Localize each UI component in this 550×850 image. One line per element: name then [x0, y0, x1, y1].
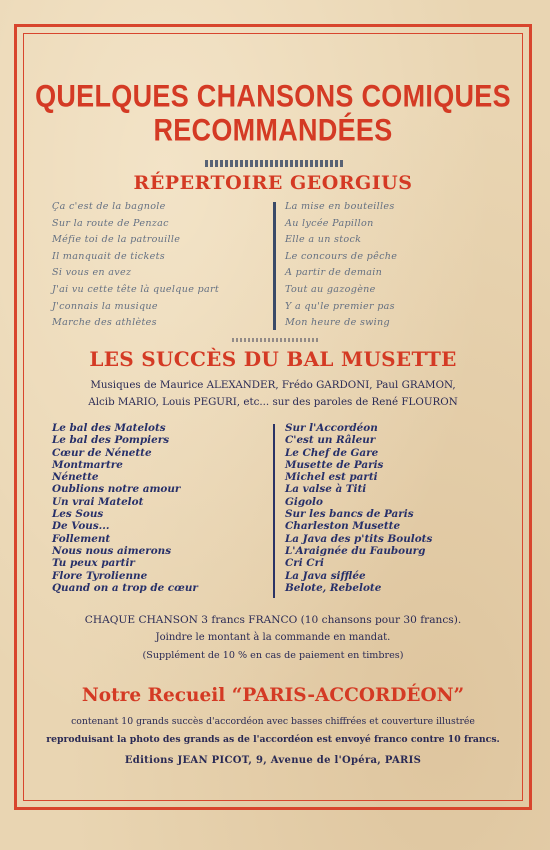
musette-credits-line-2: Alcib MARIO, Louis PEGURI, etc... sur des paroles de René FLOURON [88, 396, 458, 408]
georgius-left-song-title: J'connais la musique [52, 300, 158, 312]
musette-right-song-title: Charleston Musette [285, 520, 401, 533]
musette-title: LES SUCCÈS DU BAL MUSETTE [89, 347, 457, 371]
georgius-right-song-title: La mise en bouteilles [285, 201, 395, 212]
recueil-title: Notre Recueil “PARIS-ACCORDÉON” [81, 685, 465, 706]
musette-right-song-title: La Java sifflée [285, 569, 366, 582]
musette-left-song-title: Le bal des Matelots [52, 422, 166, 434]
musette-right-song-title: Gigolo [285, 495, 323, 508]
musette-left-list [52, 422, 198, 594]
musette-left-song-title: Le bal des Pompiers [52, 434, 170, 447]
musette-right-song-title: Sur les bancs de Paris [285, 508, 414, 521]
musette-right-song-title: Musette de Paris [285, 458, 384, 471]
musette-right-song-title: Cri Cri [285, 557, 325, 570]
musette-right-song-title: La valse à Titi [285, 483, 367, 496]
musette-right-song-title: Sur l'Accordéon [285, 422, 378, 434]
georgius-left-song-title: J'ai vu cette tête là quelque part [52, 283, 220, 295]
georgius-right-song-title: Elle a un stock [285, 234, 362, 246]
georgius-right-song-title: Le concours de pêche [285, 250, 398, 262]
column-divider [273, 202, 276, 330]
georgius-right-list [285, 199, 397, 332]
musette-left-song-title: Quand on a trop de cœur [52, 581, 198, 594]
musette-right-song-title: Le Chef de Gare [285, 446, 379, 459]
musette-right-song-title: Michel est parti [285, 471, 378, 484]
musette-right-song-title: L'Araignée du Faubourg [285, 544, 426, 557]
musette-left-song-title: De Vous... [52, 520, 110, 533]
musette-left-song-title: Nénette [52, 471, 99, 484]
musette-credits-line-1: Musiques de Maurice ALEXANDER, Frédo GARDONI, Paul GRAMON, [90, 379, 456, 391]
georgius-left-song-title: Ça c'est de la bagnole [52, 201, 166, 212]
musette-left-song-title: Flore Tyrolienne [52, 569, 148, 582]
recueil-description-1: contenant 10 grands succès d'accordéon avec basses chiffrées et couverture illustrée [71, 716, 475, 727]
georgius-left-song-title: Sur la route de Penzac [52, 217, 169, 229]
musette-left-song-title: Un vrai Matelot [52, 495, 144, 508]
georgius-right-song-title: A partir de demain [285, 267, 383, 279]
decorative-rule [232, 338, 318, 342]
musette-left-song-title: Cœur de Nénette [52, 446, 152, 459]
georgius-left-song-title: Marche des athlètes [52, 317, 157, 329]
georgius-title: RÉPERTOIRE GEORGIUS [133, 172, 413, 194]
decorative-divider [205, 160, 345, 167]
price-line: CHAQUE CHANSON 3 francs FRANCO (10 chansons pour 30 francs). [84, 614, 462, 626]
musette-left-song-title: Oublions notre amour [52, 483, 181, 496]
georgius-right-song-title: Au lycée Papillon [285, 217, 374, 229]
georgius-left-song-title: Si vous en avez [52, 267, 132, 279]
publisher-address: Editions JEAN PICOT, 9, Avenue de l'Opéra, PARIS [124, 755, 422, 766]
payment-instructions: Joindre le montant à la commande en mandat. [155, 632, 391, 643]
georgius-left-song-title: Il manquait de tickets [52, 250, 165, 262]
musette-right-song-title: La Java des p'tits Boulots [285, 532, 433, 545]
musette-right-list [285, 422, 432, 594]
georgius-right-song-title: Tout au gazogène [285, 283, 376, 295]
stamp-surcharge-note: (Supplément de 10 % en cas de paiement en timbres) [142, 650, 404, 661]
georgius-left-song-title: Méfie toi de la patrouille [52, 234, 181, 246]
column-divider [273, 424, 275, 598]
headline-line-2: RECOMMANDÉES [153, 112, 393, 148]
musette-left-song-title: Tu peux partir [52, 557, 135, 570]
musette-left-song-title: Les Sous [52, 508, 104, 521]
georgius-left-list [52, 199, 219, 332]
headline-line-1: QUELQUES CHANSONS COMIQUES [35, 78, 511, 114]
georgius-right-song-title: Mon heure de swing [285, 317, 390, 329]
georgius-right-song-title: Y a qu'le premier pas [285, 300, 395, 312]
musette-left-song-title: Follement [52, 532, 111, 545]
musette-left-song-title: Nous nous aimerons [52, 544, 172, 557]
musette-right-song-title: C'est un Râleur [285, 434, 376, 447]
musette-right-song-title: Belote, Rebelote [285, 581, 382, 594]
musette-left-song-title: Montmartre [52, 458, 123, 471]
recueil-description-2: reproduisant la photo des grands as de l'accordéon est envoyé franco contre 10 francs. [46, 734, 500, 745]
